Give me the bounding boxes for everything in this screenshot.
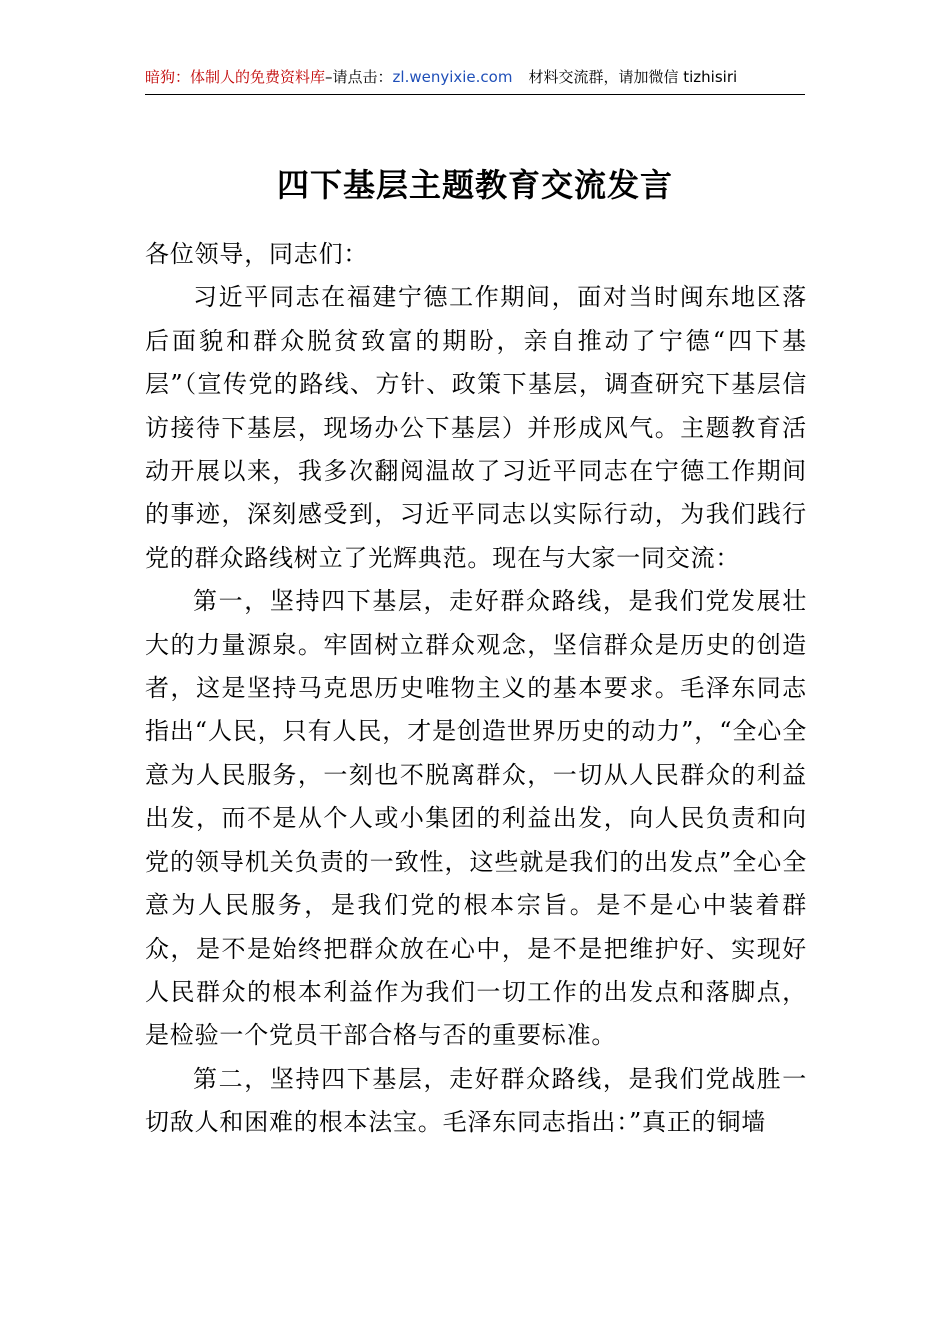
header-site-link[interactable]: zl.wenyixie.com — [392, 68, 513, 86]
paragraph-second-point: 第二，坚持四下基层，走好群众路线，是我们党战胜一切敌人和困难的根本法宝。毛泽东同志指出：”真正的铜墙 — [145, 1064, 807, 1137]
header-click-prompt: –请点击： — [325, 68, 393, 86]
paragraph-intro: 习近平同志在福建宁德工作期间，面对当时闽东地区落后面貌和群众脱贫致富的期盼，亲自推动了宁德“四下基层”（宣传党的路线、方针、政策下基层，调查研究下基层信访接待下基层，现场办公下基层）并形成风气。主题教育活动开展以来，我多次翻阅温故了习近平同志在宁德工作期间的事迹，深刻感受到，习近平同志以实际行动，为我们践行党的群众路线树立了光辉典范。现在与大家一同交流： — [145, 283, 807, 572]
document-title: 四下基层主题教育交流发言 — [276, 166, 673, 204]
header-banner — [145, 64, 805, 95]
salutation: 各位领导，同志们： — [145, 240, 369, 268]
header-site-name: 暗狗：体制人的免费资料库 — [145, 68, 326, 86]
document-body — [145, 233, 807, 1145]
paragraph-first-point: 第一，坚持四下基层，走好群众路线，是我们党发展壮大的力量源泉。牢固树立群众观念，坚信群众是历史的创造者，这是坚持马克思历史唯物主义的基本要求。毛泽东同志指出“人民，只有人民，才是创造世界历史的动力”，“全心全意为人民服务，一刻也不脱离群众，一切从人民群众的利益出发，而不是从个人或小集团的利益出发，向人民负责和向党的领导机关负责的一致性，这些就是我们的出发点”全心全意为人民服务，是我们党的根本宗旨。是不是心中装着群众，是不是始终把群众放在心中，是不是把维护好、实现好人民群众的根本利益作为我们一切工作的出发点和落脚点，是检验一个党员干部合格与否的重要标准。 — [145, 587, 807, 1050]
header-wechat-note: 材料交流群，请加微信 tizhisiri — [528, 68, 738, 86]
